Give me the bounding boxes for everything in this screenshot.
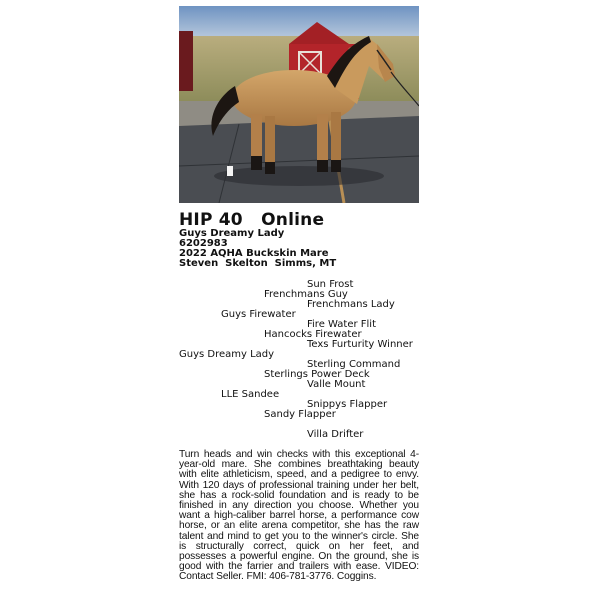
- pedigree-sire-sire: Frenchmans Guy: [264, 289, 348, 300]
- pedigree-dam: LLE Sandee: [221, 389, 280, 400]
- pedigree-sire-dam-dam: Texs Furturity Winner: [307, 339, 413, 350]
- consignor: Steven Skelton Simms, MT: [179, 258, 337, 269]
- horse-name: Guys Dreamy Lady: [179, 228, 285, 239]
- pedigree-dam-dam-sire: Snippys Flapper: [307, 399, 388, 410]
- pedigree-dam-sire-sire: Sterling Command: [307, 359, 401, 370]
- horse-description: Turn heads and win checks with this exceptional 4-year-old mare. She combines breathtaking beauty with elite athleticism, speed, and a pedigree to envy. With 120 days of professional training under her belt, she has a rock-solid foundation and is ready to be finished in any direction you choose. Whether you want a high-caliber barrel horse, a performance cow horse, or an elite arena competitor, she has the raw talent and mind to get you to the winner's circle. She is structurally correct, quick on her feet, and possesses a powerful engine. On the ground, she is good with the farrier and trailers with ease. VIDEO: Contact Seller. FMI: 406-781-3776. Coggins.: [179, 449, 419, 583]
- pedigree-sire-sire-sire: Sun Frost: [307, 279, 354, 290]
- sale-mode: Online: [261, 210, 325, 230]
- pedigree-dam-sire: Sterlings Power Deck: [264, 369, 370, 380]
- pedigree-sire-sire-dam: Frenchmans Lady: [307, 299, 395, 310]
- registration-number: 6202983: [179, 238, 228, 249]
- pedigree-sire-dam-sire: Fire Water Flit: [307, 319, 376, 330]
- pedigree-dam-dam-dam: Villa Drifter: [307, 429, 364, 440]
- hip-number: HIP 40: [179, 210, 243, 230]
- pedigree-sire: Guys Firewater: [221, 309, 296, 320]
- horse-photo: [179, 6, 419, 203]
- pedigree-dam-sire-dam: Valle Mount: [307, 379, 366, 390]
- pedigree-horse: Guys Dreamy Lady: [179, 349, 275, 360]
- breed-line: 2022 AQHA Buckskin Mare: [179, 248, 329, 259]
- pedigree-dam-dam: Sandy Flapper: [264, 409, 336, 420]
- lot-title: [179, 210, 324, 230]
- pedigree-sire-dam: Hancocks Firewater: [264, 329, 362, 340]
